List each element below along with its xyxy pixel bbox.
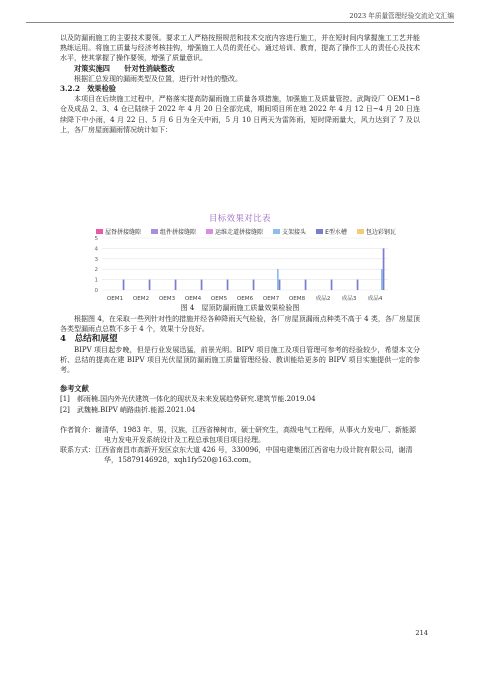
paragraph-rectification: 根据汇总发现的漏雨类型及位置，进行针对性的整改。 xyxy=(74,74,242,83)
legend-item xyxy=(206,227,263,236)
legend-label: 屋脊拼接缝隙 xyxy=(105,229,142,236)
x-tick-label: OEM7 xyxy=(262,296,280,302)
bar xyxy=(149,280,151,290)
legend-swatch xyxy=(273,229,280,234)
bar xyxy=(305,280,307,290)
contact-text: 江西省南昌市高新开发区京东大道 426 号，330096，中国电建集团江西省电力设计院有限公司，谢清华，15879146928，xqh1fy520@163.com。 xyxy=(95,446,413,465)
legend-swatch xyxy=(96,229,103,234)
page-number: 214 xyxy=(415,629,428,637)
y-tick-label: 1 xyxy=(94,277,98,284)
legend-swatch xyxy=(357,229,364,234)
legend-item xyxy=(316,227,347,236)
y-tick-label: 0 xyxy=(94,288,98,294)
legend-swatch xyxy=(206,229,213,234)
x-tick-label: 成品4 xyxy=(367,296,383,302)
bar xyxy=(277,269,279,290)
legend-label: 包边彩钢瓦 xyxy=(365,229,396,236)
x-tick-label: OEM6 xyxy=(236,296,254,302)
bar xyxy=(279,280,281,290)
legend-swatch xyxy=(316,229,323,234)
bar xyxy=(201,280,203,290)
y-tick-label: 3 xyxy=(94,256,98,263)
heading-effect-check: 3.2.2 效果检验 xyxy=(60,84,116,94)
y-tick-label: 4 xyxy=(94,246,98,253)
bar xyxy=(253,280,255,290)
heading-summary: 4 总结和展望 xyxy=(60,334,118,345)
chart-legend xyxy=(96,227,396,236)
text-block-bottom xyxy=(60,314,420,466)
x-tick-label: OEM4 xyxy=(184,296,202,302)
y-tick-label: 2 xyxy=(94,267,98,274)
paragraph-summary: BIPV 项目起步晚，但是行业发展迅猛，前景光明。BIPV 项目施工及项目管理可参考的经验较少，希望本文分析、总结的提高在建 BIPV 项目光伏屋顶防漏雨施工质量管理经验、教训能给更多的 BIPV 项目实施提供一定的参考。 xyxy=(60,345,420,375)
bar xyxy=(175,280,177,290)
author-label: 作者简介： xyxy=(60,425,95,434)
reference-1: [1] 郝雨楠.国内外光伏建筑一体化的现状及未来发展趋势研究.建筑节能.2019.04 xyxy=(60,395,316,404)
bar xyxy=(383,248,385,290)
paragraph-effect-check: 本项目在后续施工过程中，严格落实提高防漏雨施工质量各项措施，加强施工及质量管控。武陶设厂 OEM1~8 仓及成品 2、3、4 仓已陆续于 2022 年 4 月 20 日全部完成，期间项目所在地 2022 年 4 月 12 日~4 月 20 日连续降下中小雨，4 月 22 日、5 月 6 日为全天中雨，5 月 10 日两天为雷阵雨，短时降雨量大，风力达到了 7 及以上，各厂房屋面漏雨情况统计如下： xyxy=(60,95,420,134)
bar xyxy=(123,280,125,290)
heading-countermeasure: 对策实施四 针对性消缺整改 xyxy=(74,63,175,73)
bar xyxy=(227,280,229,290)
contact-info xyxy=(60,445,420,465)
x-tick-label: 成品2 xyxy=(315,296,331,302)
legend-item xyxy=(273,227,306,236)
author-bio xyxy=(60,425,420,445)
legend-label: 组件拼接缝隙 xyxy=(160,229,197,236)
legend-swatch xyxy=(151,229,158,234)
legend-label: E型水槽 xyxy=(325,229,347,236)
y-tick-label: 5 xyxy=(94,236,98,242)
x-tick-label: 成品3 xyxy=(341,296,357,302)
paragraph-result: 根据图 4，在采取一些列针对性的措施并经各种降雨天气检验，各厂房屋顶漏雨点种类不高于 4 类，各厂房屋顶各类型漏雨点总数不多于 4 个，效果十分良好。 xyxy=(60,315,420,334)
legend-label: 支架接头 xyxy=(282,229,307,236)
x-tick-label: OEM1 xyxy=(106,296,124,302)
x-tick-label: OEM3 xyxy=(158,296,176,302)
bar xyxy=(381,269,383,290)
contact-label: 联系方式： xyxy=(60,446,95,455)
legend-item xyxy=(96,227,141,236)
author-text: 谢清华，1983 年，男，汉族，江西省樟树市，硕士研究生，高级电气工程师，从事火力发电厂、新能源电力发电开发系统设计及工程总承包项目项目经理。 xyxy=(95,425,417,445)
chart-title: 目标效果对比表 xyxy=(208,213,272,223)
x-tick-label: OEM2 xyxy=(132,296,150,302)
bar-chart xyxy=(86,236,392,302)
running-header: 2023 年质量管理经验交流论文汇编 xyxy=(26,10,454,23)
legend-label: 运维走道拼接缝隙 xyxy=(215,229,264,236)
x-tick-label: OEM5 xyxy=(210,296,228,302)
legend-item xyxy=(151,227,196,236)
paragraph-continuation: 以及防漏雨施工的主要技术要领。要求工人严格按照规范和技术交底内容进行施工，并在短时间内掌握施工工艺并能熟练运用。将施工质量与经济考核挂钩，增强施工人员的责任心。通过培训、教育，提高了操作工人的责任心及技术水平，使其掌握了操作要领，增强了质量意识。 xyxy=(60,34,420,63)
text-block-top xyxy=(60,33,420,135)
bar xyxy=(331,280,333,290)
x-tick-label: OEM8 xyxy=(288,296,306,302)
bar xyxy=(357,280,359,290)
figure-caption: 图 4 屋顶防漏雨施工质量效果检验图 xyxy=(180,304,300,312)
reference-2: [2] 武魏楠.BIPV 峭路曲折.能源.2021.04 xyxy=(60,405,196,414)
legend-item xyxy=(357,227,396,236)
heading-references: 参考文献 xyxy=(60,384,89,394)
